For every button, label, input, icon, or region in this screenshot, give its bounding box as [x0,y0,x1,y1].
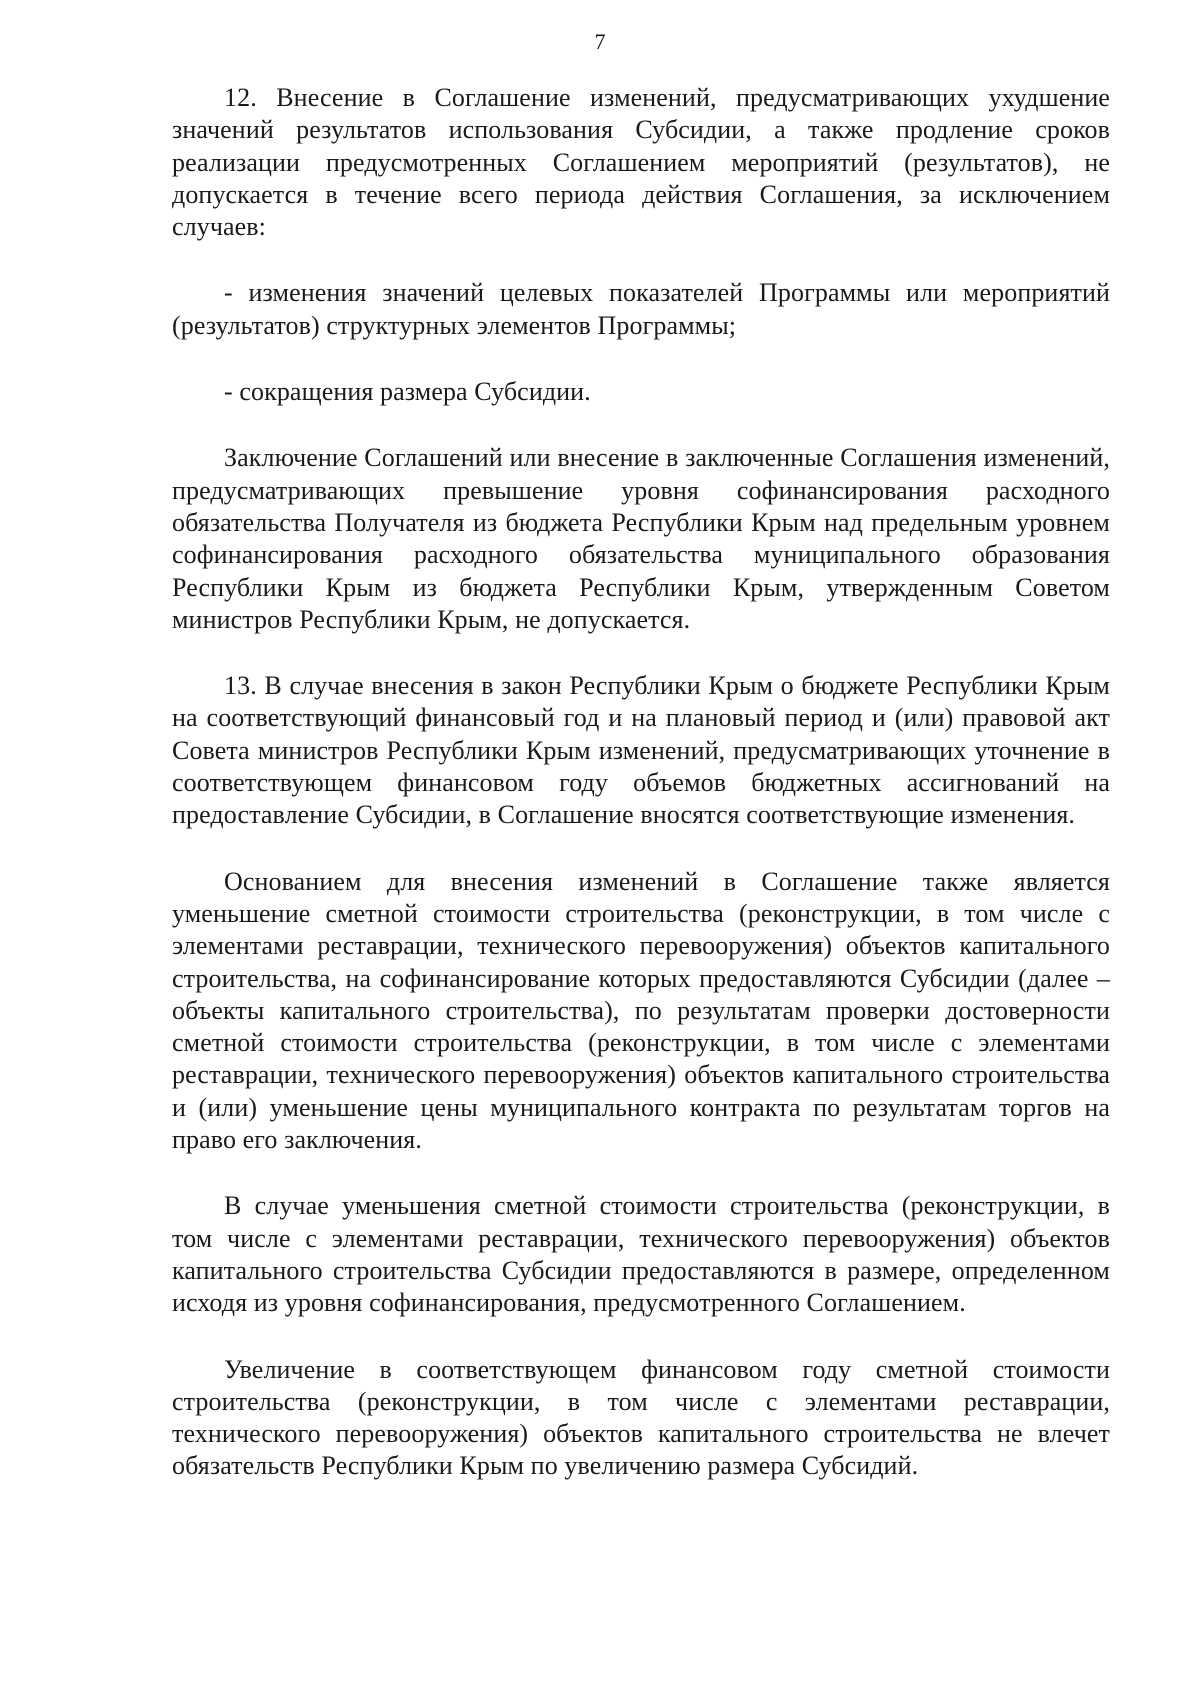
paragraph-12: 12. Внесение в Соглашение изменений, предусматривающих ухудшение значений результатов использования Субсидии, а также продление сроков реализации предусмотренных Соглашением мероприятий (результатов), не допускается в течение всего периода действия Соглашения, за исключением случаев: [172,83,1110,242]
paragraph-exception-2: - сокращения размера Субсидии. [224,377,591,407]
paragraph-exception-1: - изменения значений целевых показателей Программы или мероприятий (результатов) структурных элементов Программы; [172,278,1110,340]
document-body [172,82,1110,1517]
paragraph-basis: Основанием для внесения изменений в Соглашение также является уменьшение сметной стоимости строительства (реконструкции, в том числе с элементами реставрации, технического перевооружения) объектов капитального строительства, на софинансирование которых предоставляются Субсидии (далее – объекты капитального строительства), по результатам проверки достоверности сметной стоимости строительства (реконструкции, в том числе с элементами реставрации, технического перевооружения) объектов капитального строительства и (или) уменьшение цены муниципального контракта по результатам торгов на право его заключения. [172,866,1110,1155]
page-number: 7 [594,29,606,54]
paragraph-decrease: В случае уменьшения сметной стоимости строительства (реконструкции, в том числе с элементами реставрации, технического перевооружения) объектов капитального строительства Субсидии предоставляются в размере, определенном исходя из уровня софинансирования, предусмотренного Соглашением. [172,1191,1110,1318]
paragraph-increase: Увеличение в соответствующем финансовом году сметной стоимости строительства (реконструкции, в том числе с элементами реставрации, технического перевооружения) объектов капитального строительства не влечет обязательств Республики Крым по увеличению размера Субсидий. [172,1354,1110,1481]
paragraph-cofinancing: Заключение Соглашений или внесение в заключенные Соглашения изменений, предусматривающих превышение уровня софинансирования расходного обязательства Получателя из бюджета Республики Крым над предельным уровнем софинансирования расходного обязательства муниципального образования Республики Крым из бюджета Республики Крым, утвержденным Советом министров Республики Крым, не допускается. [172,443,1110,634]
paragraph-13: 13. В случае внесения в закон Республики Крым о бюджете Республики Крым на соответствующий финансовый год и на плановый период и (или) правовой акт Совета министров Республики Крым изменений, предусматривающих уточнение в соответствующем финансовом году объемов бюджетных ассигнований на предоставление Субсидии, в Соглашение вносятся соответствующие изменения. [172,671,1110,830]
